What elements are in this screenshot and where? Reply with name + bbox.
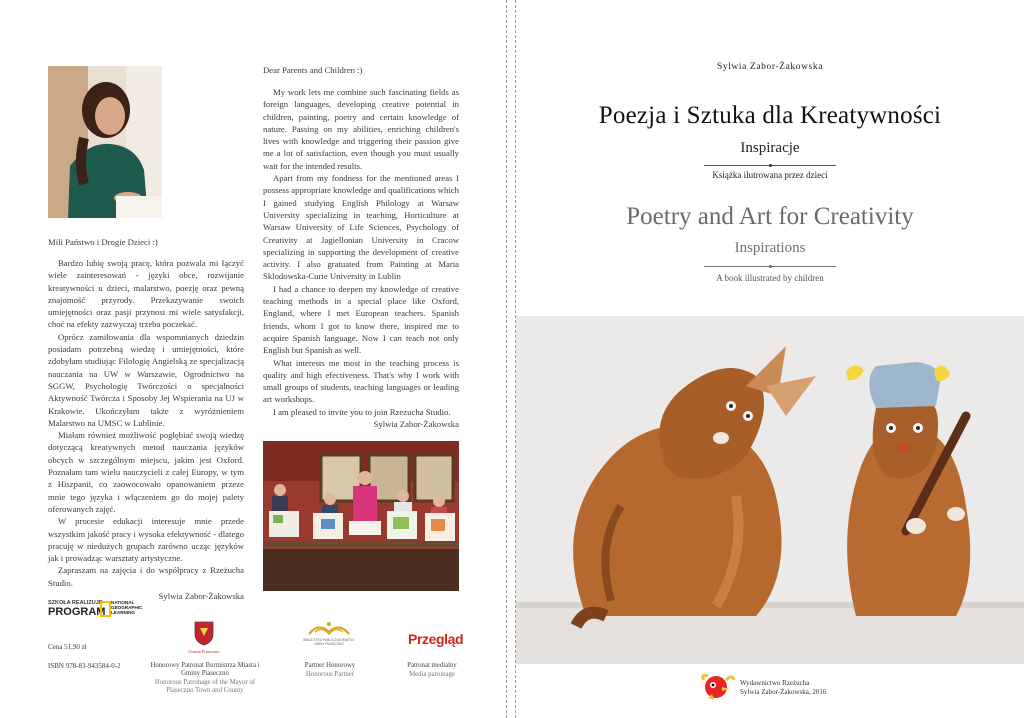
przeglad-logo: Przegląd	[408, 631, 464, 647]
subtitle-en: Inspirations	[734, 240, 806, 256]
paragraph: Miałam również możliwość pogłębiać swoją wiedzę dotyczącą kreatywnych metod nauczania języków obcych w szczególnym miejscu, jakim jest Oxford. Poznałam tam wielu nauczycieli z całej Europy, w tym z Hiszpanii, co zaowocowało opanowaniem przeze mnie tego języka i włączeniem go do mojej palety oferowanych zajęć.	[48, 430, 244, 514]
publisher-text	[740, 679, 826, 697]
paragraph: Zapraszam na zajęcia i do współpracy z Rzeżucha Studio.	[48, 565, 244, 588]
gmina-logo-text: Gmina Piaseczno	[188, 649, 220, 654]
title-pl: Poezja i Sztuka dla Kreatywności	[598, 102, 942, 129]
ng-line2: GEOGRAPHIC	[111, 605, 143, 610]
publisher-logo	[698, 672, 738, 702]
patron1-en: Honorous Patronage of the Mayor of Piaseczno Town and County	[154, 679, 256, 694]
open-book-icon	[307, 620, 351, 636]
library-logo	[302, 620, 356, 646]
paragraph: My work lets me combine such fascinating fields as foreign languages, developing creative potential in children, painting, poetry and certain knowledge of nature. Passing on my abilities, enriching children's lives with knowledge and triggering their passion give me a lot of satisfaction, even though you must usually wait for the intended results.	[263, 87, 459, 171]
subtitle-pl: Inspiracje	[740, 140, 800, 156]
workshop-group-photo	[263, 441, 459, 591]
divider-dot-en	[769, 265, 772, 268]
patron3-pl: Patronat medialny	[407, 662, 457, 669]
author-name: Sylwia Zabor-Żakowska	[716, 62, 824, 72]
paragraph: Oprócz zamiłowania dla wspomnianych dziedzin posiadam potrzebną wiedzę i umiejętności, które zdobyłam studiując Filologię Angielską ze specjalizacją nauczania na UW w Warszawie, Ogrodnictwo na SGGW, Psychologię Twórczości o specjalności Aktywność Twórcza i Sposoby Jej Wspierania na UJ w Krakowie. Ukończyłam także z wyróżnieniem Malarstwo na UMSC w Lublinie.	[48, 331, 244, 428]
divider-dot-pl	[769, 164, 772, 167]
letter-pl	[48, 257, 244, 602]
paragraph: W procesie edukacji interesuje mnie przede wszystkim jakość pracy i wysoka efektywność - dlatego pracuję w niedużych grupach zarówno ucząc języków jak i prowadząc warsztaty artystyczne.	[48, 516, 244, 564]
ng-line3: LEARNING	[111, 610, 135, 615]
paragraph: I had a chance to deepen my knowledge of creative teaching methods in a special place like Oxford, England, where I met European teachers. Spanish friends, whom I got to know there, inspired me to acquire Spanish language. Now I can teach not only English but Spanish as well.	[263, 283, 459, 356]
greeting-pl: Mili Państwo i Drogie Dzieci :)	[48, 237, 158, 247]
cover-photo-fur-figures	[516, 316, 1024, 664]
paragraph: Bardzo lubię swoją pracę, która pozwala mi łączyć wiele zainteresowań - języki obce, rozwijanie kreatywności u dzieci, malarstwo, poezję oraz pewną znajomość przyrody. Przekazywanie swoich umiejętności oraz pasji przynosi mi wiele satysfakcji, choć na efekty zazwyczaj trzeba poczekać.	[48, 258, 244, 330]
bird-icon	[698, 672, 738, 702]
paragraph: What interests me most in the teaching process is quality and high efectiveness. That's why I work with small groups of students, teaching languages or leading art workshops.	[263, 357, 459, 405]
author-photo	[48, 66, 162, 218]
program-logo	[48, 600, 144, 622]
patron2-en: Honorous Partner	[305, 671, 355, 678]
gmina-piaseczno-logo	[182, 620, 226, 656]
paragraph: Apart from my fondness for the mentioned areas I possess appropriate knowledge and qualifications which I gained studying English Philology at Warsaw University specializing in teaching, Horticulture at Warsaw University of Life Sciences, Psychology of Creativity at Jagiellonian University in Cracow specializing in supporting the development of creative activity. I also gratuated from Painting at Maria Sklodowska-Curie University in Lublin	[263, 173, 459, 282]
greeting-en: Dear Parents and Children :)	[263, 65, 363, 75]
publisher-line1: Wydawnictwo Rzeżucha	[740, 679, 810, 687]
spine-line-left	[506, 0, 507, 718]
patron2-pl: Partner Honorowy	[304, 662, 356, 669]
tagline-en: A book illustrated by children	[716, 273, 824, 283]
ng-frame-icon	[100, 601, 111, 617]
signature-en: Sylwia Zabor-Żakowska	[373, 419, 459, 430]
patron1-pl: Honorowy Patronat Burmistrza Miasta i Gminy Piaseczno	[150, 662, 260, 677]
isbn: ISBN 978-83-943584-0-2	[48, 662, 121, 670]
signature-pl: Sylwia Zabor-Żakowska	[158, 591, 244, 602]
patron3-en: Media patronage	[409, 671, 455, 678]
price: Cena 51,90 zł	[48, 643, 87, 651]
title-en: Poetry and Art for Creativity	[626, 203, 914, 230]
paragraph: I am pleased to invite you to join Rzezucha Studio.	[273, 406, 451, 417]
publisher-line2: Sylwia Zabor-Żakowska, 2016	[740, 688, 827, 696]
tagline-pl: Książka ilutrowana przez dzieci	[712, 170, 828, 180]
coat-of-arms-icon	[193, 620, 215, 646]
ng-line1: NATIONAL	[111, 600, 135, 605]
program-logo-line2: PROGRAM	[48, 606, 106, 618]
program-logo-line1: SZKOŁA REALIZUJE	[48, 600, 103, 606]
library-logo-text: BIBLIOTEKA PUBLICZNA MIASTA I GMINY PIASECZNO	[303, 638, 355, 646]
letter-en	[263, 86, 459, 430]
